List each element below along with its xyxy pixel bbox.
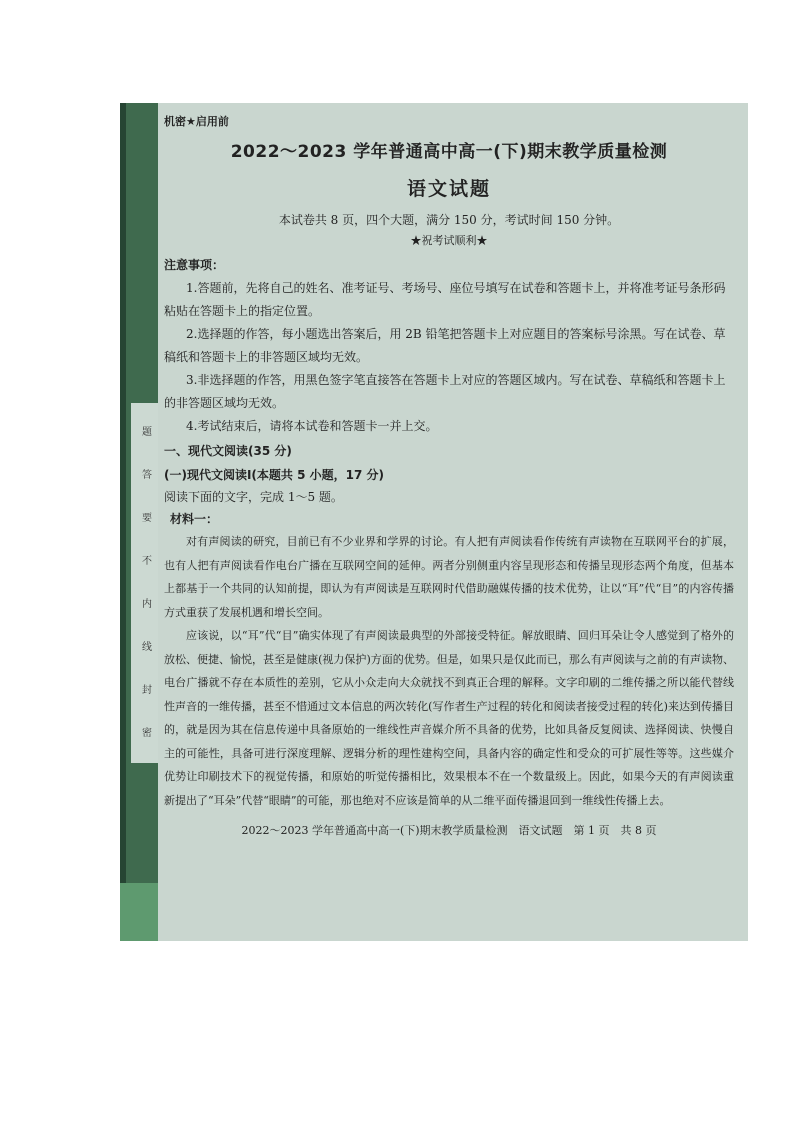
subsection-heading: (一)现代文阅读Ⅰ(本题共 5 小题，17 分) [164,468,384,482]
seal-char: 要 [139,511,151,522]
page-footer: 2022～2023 学年普通高中高一(下)期末教学质量检测 语文试题 第 1 页 共 8 页 [241,824,657,837]
good-luck: ★祝考试顺利★ [410,234,488,247]
seal-char: 答 [139,468,151,479]
seal-char: 密 [139,726,151,737]
exam-sheet [164,113,734,838]
binding-shadow [120,103,126,941]
seal-char: 不 [139,554,151,565]
confidential-label: 机密★启用前 [164,115,229,128]
seal-char: 内 [139,597,151,608]
notice-item: 3.非选择题的作答，用黑色签字笔直接答在答题卡上对应的答题区域内。写在试卷、草稿纸和答题卡上的非答题区域均无效。 [164,373,726,410]
exam-photo [120,103,748,941]
passage-paragraph: 对有声阅读的研究，目前已有不少业界和学界的讨论。有人把有声阅读看作传统有声读物在互联网平台的扩展，也有人把有声阅读看作电台广播在互联网空间的延伸。两者分别侧重内容呈现形态和传播呈现形态两个角度，但基本上都基于一个共同的认知前提，即认为有声阅读是互联网时代借助融媒传播的技术优势，让以“耳”代“目”的内容传播方式重获了发展机遇和增长空间。 [164,535,734,619]
material-label: 材料一： [170,512,219,526]
passage-paragraph: 应该说，以“耳”代“目”确实体现了有声阅读最典型的外部接受特征。解放眼睛、回归耳朵让令人感觉到了格外的放松、便捷、愉悦，甚至是健康(视力保护)方面的优势。但是，如果只是仅此而已，那么有声阅读与之前的有声读物、电台广播就不存在本质性的差别，它从小众走向大众就找不到真正合理的解释。文字印刷的二维传播之所以能代替线性声音的一维传播，甚至不惜通过文本信息的两次转化(写作者生产过程的转化和阅读者接受过程的转化)来达到传播目的，就是因为其在信息传递中具备原始的一维线性声音媒介所不具备的优势，比如具备反复阅读、选择阅读、快慢自主的可能性，具备可进行深度理解、逻辑分析的理性建构空间，具备内容的确定性和受众的可扩展性等等。这些媒介优势让印刷技术下的视觉传播，和原始的听觉传播相比，效果根本不在一个数量级上。因此，如果今天的有声阅读重新提出了“耳朵”代替“眼睛”的可能，那也绝对不应该是简单的从二维平面传播退回到一维线性传播上去。 [164,629,734,807]
notice-item: 4.考试结束后，请将本试卷和答题卡一并上交。 [186,419,438,433]
seal-char: 题 [139,425,151,436]
seal-char: 封 [139,683,151,694]
section-heading: 一、现代文阅读(35 分) [164,444,292,458]
seal-line-strip [131,403,158,763]
notice-item: 1.答题前，先将自己的姓名、准考证号、考场号、座位号填写在试卷和答题卡上，并将准考证号条形码粘贴在答题卡上的指定位置。 [164,281,726,318]
seal-char: 线 [139,640,151,651]
notice-title: 注意事项： [164,258,225,272]
reading-instruction: 阅读下面的文字，完成 1～5 题。 [164,490,343,504]
exam-title: 2022～2023 学年普通高中高一(下)期末教学质量检测 [230,142,668,162]
exam-meta: 本试卷共 8 页，四个大题，满分 150 分，考试时间 150 分钟。 [278,213,620,227]
subject-title: 语文试题 [406,178,491,200]
notice-item: 2.选择题的作答，每小题选出答案后，用 2B 铅笔把答题卡上对应题目的答案标号涂黑。写在试卷、草稿纸和答题卡上的非答题区域均无效。 [164,327,726,364]
binding-cover-edge [120,883,158,941]
